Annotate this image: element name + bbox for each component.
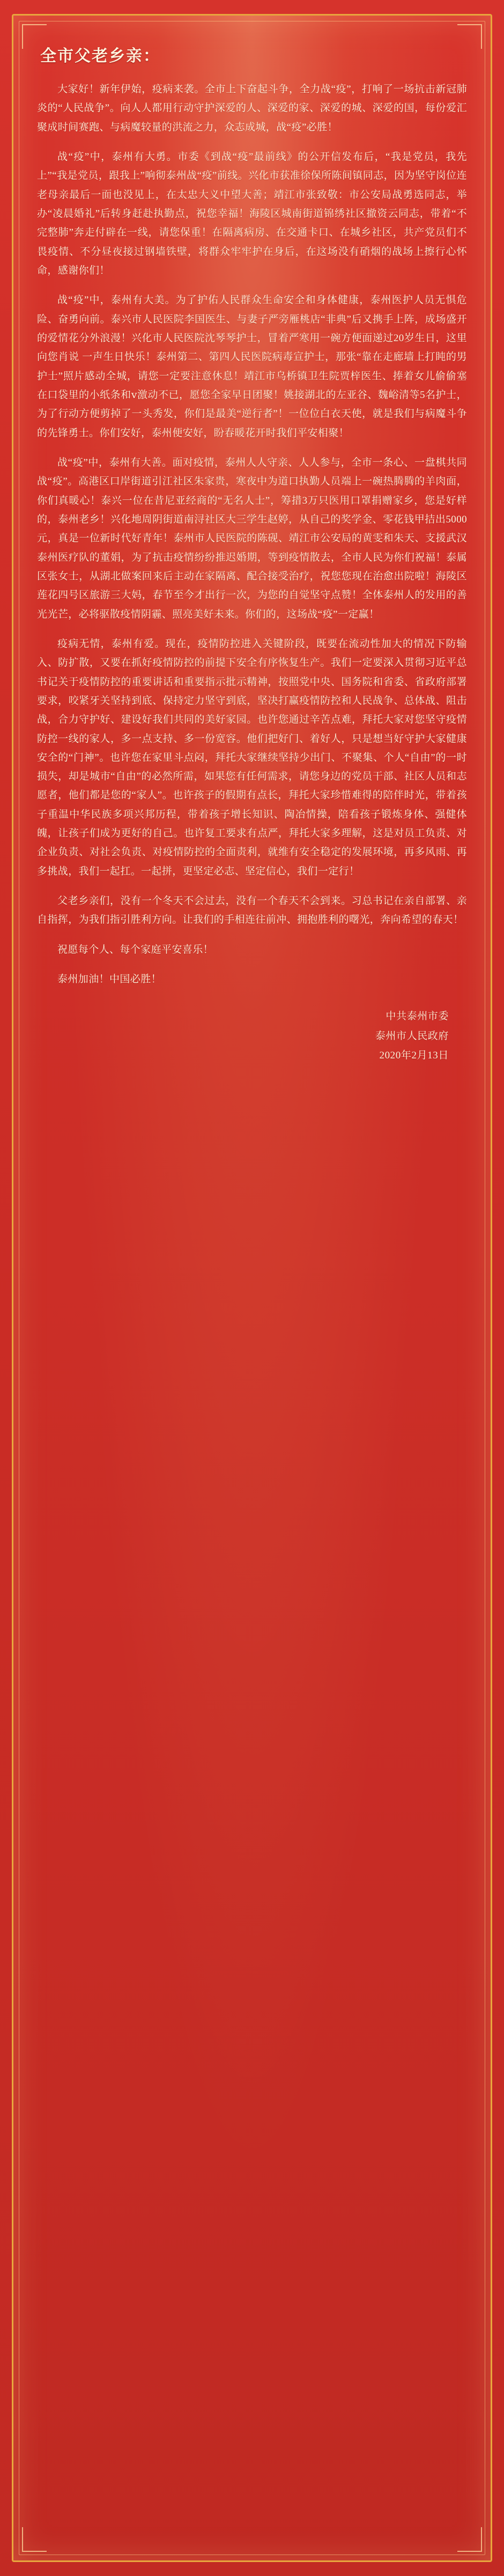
paragraph-6: 父老乡亲们，没有一个冬天不会过去，没有一个春天不会到来。习总书记在亲自部署、亲自指挥，为我们指引胜利方向。让我们的手相连往前冲、拥抱胜利的曙光，奔向希望的春天！ bbox=[37, 895, 467, 926]
paragraph-5: 疫病无情，泰州有爱。现在，疫情防控进入关键阶段，既要在流动性加大的情况下防输入、防扩散，又要在抓好疫情防控的前提下安全有序恢复生产。我们一定要深入贯彻习近平总书记关于疫情防控的重要讲话和重要指示批示精神，按照党中央、国务院和省委、省政府部署要求，咬紧牙关坚持到底、保持定力坚守到底，坚决打赢疫情防控和人民战争、总体战、阻击战，合力守护好、建设好我们共同的美好家园。也许您通过辛苦点难，拜托大家对您坚守疫情防控一线的家人，多一点支持、多一份宽容。他们把好门、着好人，只是想当好守护大家健康安全的“门神”。也许您在家里斗点闷，拜托大家继续坚持少出门、不聚集、个人“自由”的一时损失，却是城市“自由”的必然所需，如果您有任何需求，请您身边的党员干部、社区人员和志愿者，他们都是您的“家人”。也许孩子的假期有点长，拜托大家珍惜难得的陪伴时光，带着孩子重温中华民族多项兴邦历程，带着孩子增长知识、陶冶情操，陪看孩子锻炼身体、强健体魄，让孩子们成为更好的自己。也许复工要求有点严，拜托大家多理解，这是对员工负责、对企业负责、对社会负责、对疫情防控的全面责利，就维有安全稳定的发展环境，再多风雨、再多挑战，我们一起扛。一起拼，更坚定必志、坚定信心，我们一定行！ bbox=[37, 638, 467, 877]
signature-block bbox=[37, 1007, 467, 1065]
letter-frame bbox=[12, 14, 492, 2562]
corner-ornament-bottom-right bbox=[457, 2527, 482, 2552]
paragraph-2: 战“疫”中，泰州有大勇。市委《到战“疫”最前线》的公开信发布后，“我是党员，我先上”“我是党员，跟我上”响彻泰州战“疫”前线。兴化市获准徐保所陈间镇同志，因为坚守岗位连老母亲最后一面也没见上，在太忠大义中望大善；靖江市张致敬：市公安局战勇选同志，举办“凌晨婚礼”后转身赶赴执勤点，祝您幸福！海陵区城南街道锦绣社区撤资云同志，带着“不完整肺”奔走付辟在一线，请您保重！在隔离病房、在交通卡口、在城乡社区，共产党员们不畏疫情、不分昼夜接过钢墙铁壁，将群众牢牢护在身后，在这场没有硝烟的战场上擦行心怀命，感谢你们！ bbox=[37, 151, 467, 276]
signature-date: 2020年2月13日 bbox=[379, 1049, 449, 1061]
paragraph-3: 战“疫”中，泰州有大美。为了护佑人民群众生命安全和身体健康，泰州医护人员无惧危险、奋勇向前。泰兴市人民医院李国医生、与妻子严旁雁桃店“非典”后又携手上阵，成场盛开的爱情花分外浪漫！兴化市人民医院沈琴琴护士，冒着严寒用一碗方便面递过20岁生日，这里向您肖说 一声生日快乐！泰州第二、第四人民医院病毒宣护士，那张“靠在走廊墙上打盹的男护士”照片感动全城，请您一定要注意休息！靖江市乌桥镇卫生院贾梓医生、捧着女儿偷偷塞在口袋里的小纸条和ⅴ激动不已，愿您全家早日团聚！姚接湖北的左亚谷、魏峪清等5名护士，为了行动方便剪掉了一头秀发，你们是最美“逆行者”！一位位白衣天使，就是我们与病魔斗争的先锋勇士。你们安好，泰州便安好，盼春暖花开时我们平安相聚！ bbox=[37, 295, 467, 439]
paragraph-1: 大家好！新年伊始，疫病来袭。全市上下奋起斗争，全力战“疫”，打响了一场抗击新冠肺炎的“人民战争”。向人人都用行动守护深爱的人、深爱的家、深爱的城、深爱的国，每份爱汇聚成时间赛跑、与病魔较量的洪流之力，众志成城，战“疫”必胜！ bbox=[37, 84, 467, 133]
paragraph-7: 祝愿每个人、每个家庭平安喜乐！ bbox=[57, 944, 214, 955]
paragraph-8: 泰州加油！中国必胜！ bbox=[57, 974, 162, 985]
corner-ornament-bottom-left bbox=[22, 2527, 47, 2552]
signature-line-1: 中共泰州市委 bbox=[386, 1011, 449, 1022]
signature-line-2: 泰州市人民政府 bbox=[375, 1030, 449, 1042]
page-title: 全市父老乡亲： bbox=[40, 47, 160, 65]
paragraph-4: 战“疫”中，泰州有大善。面对疫情，泰州人人守亲、人人参与，全市一条心、一盘棋共同战“疫”。高港区口岸街道引江社区朱家贵，寒夜中为道口执勤人员端上一碗热腾腾的羊肉面，你们真暖心！泰兴一位在昔尼亚经商的“无名人士”，筹措3万只医用口罩捐赠家乡，您是好样的，泰州老乡！兴化地周阴街道南浔社区大三学生赵婷，从自己的奖学金、零花钱甲拮出5000元，真是一位新时代好青年！泰州市人民医院的陈砚、靖江市公安局的黄雯和朱天、支援武汉泰州医疗队的董娟，为了抗击疫情纷纷推迟婚期，等到疫情散去，全市人民为你们祝福！泰属区张女士，从湖北做案回来后主动在家隔离、配合接受治疗，祝您您现在治愈出院啦！海陵区莲花四号区旅游三大妈，春节至今才出行一次，为您的自觉坚守点赞！全体泰州人的发用的善光光芒，必将驱散疫情阴霾、照亮美好未来。你们的，这场战“疫”一定赢！ bbox=[37, 457, 467, 620]
